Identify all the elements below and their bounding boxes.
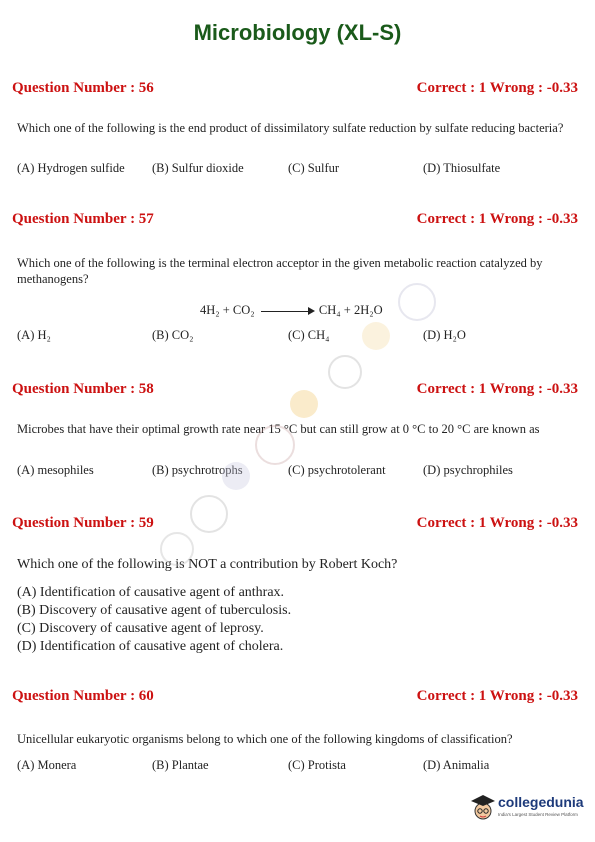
question-number: Question Number : 56 [12, 80, 154, 96]
question-56-options [17, 161, 582, 179]
option-a: (A) mesophiles [17, 463, 94, 477]
question-57-options [17, 328, 582, 346]
watermark-seal-icon [222, 462, 250, 490]
option-b: (B) psychrotrophs [152, 463, 243, 477]
watermark-seal-icon [398, 283, 436, 321]
question-59-options [17, 584, 577, 656]
question-number: Question Number : 60 [12, 688, 154, 704]
watermark-seal-icon [362, 322, 390, 350]
watermark-seal-icon [160, 532, 194, 566]
reaction-equation [200, 303, 383, 318]
option-d: (D) Identification of causative agent of cholera. [17, 639, 284, 654]
question-60-text: Unicellular eukaryotic organisms belong to which one of the following kingdoms of classification? [17, 732, 513, 746]
question-57-text: Which one of the following is the terminal electron acceptor in the given metabolic reaction catalyzed by methanogens? [17, 256, 543, 286]
option-a: (A) Identification of causative agent of anthrax. [17, 585, 285, 600]
option-c: (C) CH₄ [288, 328, 330, 342]
option-a: (A) Hydrogen sulfide [17, 161, 125, 175]
question-number: Question Number : 57 [12, 211, 154, 227]
option-a: (A) H₂ [17, 328, 51, 342]
brand-tagline: India's Largest Student Review Platform [498, 812, 578, 817]
option-c: (C) Sulfur [288, 161, 340, 175]
question-number: Question Number : 59 [12, 515, 154, 531]
option-d: (D) psychrophiles [423, 463, 513, 477]
marking-scheme: Correct : 1 Wrong : -0.33 [416, 211, 578, 227]
question-56-header [12, 80, 578, 100]
question-59-text: Which one of the following is NOT a contribution by Robert Koch? [17, 557, 398, 572]
marking-scheme: Correct : 1 Wrong : -0.33 [416, 381, 578, 397]
option-d: (D) H₂O [423, 328, 466, 342]
question-58-text: Microbes that have their optimal growth rate near 15 °C but can still grow at 0 °C to 20 °C are known as [17, 422, 540, 436]
option-d: (D) Animalia [423, 758, 490, 772]
option-c: (C) Discovery of causative agent of leprosy. [17, 621, 264, 636]
marking-scheme: Correct : 1 Wrong : -0.33 [416, 688, 578, 704]
marking-scheme: Correct : 1 Wrong : -0.33 [416, 515, 578, 531]
option-d: (D) Thiosulfate [423, 161, 501, 175]
question-57-header [12, 211, 578, 231]
watermark-seal-icon [190, 495, 228, 533]
question-56-text: Which one of the following is the end product of dissimilatory sulfate reduction by sulfate reducing bacteria? [17, 121, 564, 135]
watermark-seal-icon [255, 425, 295, 465]
question-58-options [17, 463, 582, 481]
option-c: (C) psychrotolerant [288, 463, 386, 477]
question-60-header [12, 688, 578, 708]
option-b: (B) Plantae [152, 758, 209, 772]
option-b: (B) Discovery of causative agent of tuberculosis. [17, 603, 292, 618]
option-a: (A) Monera [17, 758, 77, 772]
question-59-header [12, 515, 578, 535]
question-60-options [17, 758, 582, 776]
question-number: Question Number : 58 [12, 381, 154, 397]
reaction-arrow-icon [261, 311, 313, 312]
option-c: (C) Protista [288, 758, 346, 772]
option-b: (B) CO₂ [152, 328, 194, 342]
marking-scheme: Correct : 1 Wrong : -0.33 [416, 80, 578, 96]
collegedunia-logo [470, 790, 590, 830]
watermark-seal-icon [328, 355, 362, 389]
equation-products: CH₄ + 2H₂O [318, 303, 383, 317]
watermark-seal-icon [290, 390, 318, 418]
page-title: Microbiology (XL-S) [193, 20, 402, 45]
equation-reactants: 4H₂ + CO₂ [200, 303, 255, 317]
option-b: (B) Sulfur dioxide [152, 161, 244, 175]
brand-name: collegedunia [498, 794, 584, 810]
graduate-cap-icon [470, 792, 496, 822]
